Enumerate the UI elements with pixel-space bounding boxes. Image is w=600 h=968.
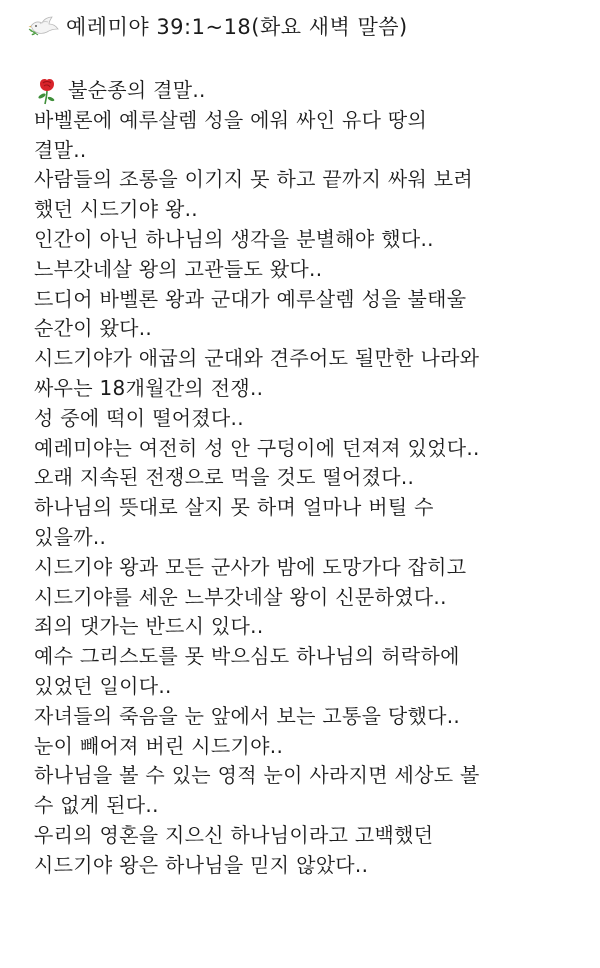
note-line: 하나님의 뜻대로 살지 못 하며 얼마나 버틸 수 <box>34 495 434 520</box>
note-line: 오래 지속된 전쟁으로 먹을 것도 떨어졌다.. <box>34 465 415 490</box>
note-line: 순간이 왔다.. <box>34 316 153 341</box>
note-line: 결말.. <box>34 137 87 162</box>
note-line <box>34 76 582 106</box>
note-line: 시드기야 왕은 하나님을 믿지 않았다.. <box>34 852 369 877</box>
note-line: 예수 그리스도를 못 박으심도 하나님의 허락하에 <box>34 644 460 669</box>
note-line: 시드기야가 애굽의 군대와 견주어도 될만한 나라와 <box>34 346 480 371</box>
note-line: 있었던 일이다.. <box>34 673 172 698</box>
note-line: 시드기야를 세운 느부갓네살 왕이 신문하였다.. <box>34 584 447 609</box>
note-line: 수 없게 된다.. <box>34 793 159 818</box>
note-line: 바벨론에 예루살렘 성을 에워 싸인 유다 땅의 <box>34 107 428 132</box>
dove-olive-branch-icon <box>28 12 60 40</box>
note-line: 시드기야 왕과 모든 군사가 밤에 도망가다 잡히고 <box>34 554 467 579</box>
note-line: 싸우는 18개월간의 전쟁.. <box>34 375 264 400</box>
note-line: 사람들의 조롱을 이기지 못 하고 끝까지 싸워 보려 <box>34 167 474 192</box>
note-line: 하나님을 볼 수 있는 영적 눈이 사라지면 세상도 볼 <box>34 763 480 788</box>
sermon-notes <box>34 76 582 881</box>
note-line: 예레미야는 여전히 성 안 구덩이에 던져져 있었다.. <box>34 435 480 460</box>
note-line: 했던 시드기야 왕.. <box>34 197 198 222</box>
rose-icon <box>34 77 60 105</box>
note-line: 드디어 바벨론 왕과 군대가 예루살렘 성을 불태울 <box>34 286 467 311</box>
note-line: 우리의 영혼을 지으신 하나님이라고 고백했던 <box>34 822 434 847</box>
note-line-text: 불순종의 결말.. <box>68 78 206 102</box>
note-line: 있을까.. <box>34 524 107 549</box>
title-row <box>28 6 408 46</box>
note-line: 눈이 빼어져 버린 시드기야.. <box>34 733 284 758</box>
note-line: 죄의 댓가는 반드시 있다.. <box>34 614 264 639</box>
note-line: 자녀들의 죽음을 눈 앞에서 보는 고통을 당했다.. <box>34 703 461 728</box>
note-line: 인간이 아닌 하나님의 생각을 분별해야 했다.. <box>34 226 434 251</box>
note-line: 느부갓네살 왕의 고관들도 왔다.. <box>34 256 323 281</box>
page-title: 예레미야 39:1~18(화요 새벽 말씀) <box>66 15 408 39</box>
note-line: 성 중에 떡이 떨어졌다.. <box>34 405 244 430</box>
